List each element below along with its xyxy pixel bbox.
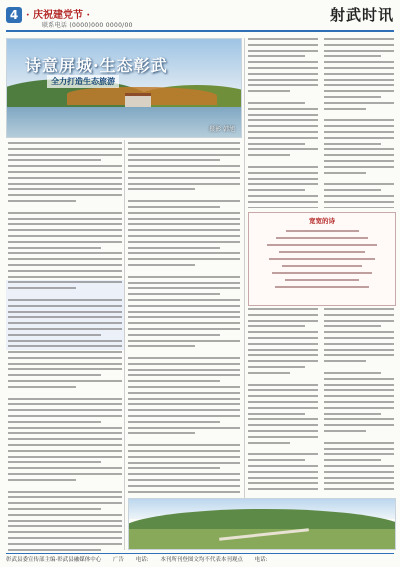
article-column-5: [248, 308, 318, 494]
text-line: [128, 334, 220, 336]
text-line: [248, 424, 318, 426]
text-line: [324, 154, 394, 156]
text-line: [128, 473, 240, 475]
photo-credit: 摄影 韩旭: [209, 126, 235, 133]
text-line: [248, 143, 305, 145]
text-line: [128, 218, 240, 220]
text-line: [248, 125, 318, 127]
text-line: [324, 448, 394, 450]
text-line: [8, 479, 76, 481]
text-line: [8, 264, 122, 266]
text-line: [8, 537, 122, 539]
text-line: [248, 166, 318, 168]
text-line: [8, 159, 101, 161]
text-line: [128, 247, 220, 249]
text-line: [248, 79, 318, 81]
text-line: [8, 247, 101, 249]
text-line: [324, 102, 394, 104]
text-line: [128, 409, 240, 411]
text-line: [248, 131, 318, 133]
text-line: [128, 363, 240, 365]
text-line: [248, 195, 318, 197]
text-line: [324, 407, 394, 409]
text-line: [248, 84, 318, 86]
text-line: [128, 171, 240, 173]
text-line: [324, 201, 394, 203]
column-divider: [124, 140, 125, 550]
text-line: [248, 55, 305, 57]
text-line: [324, 195, 394, 197]
text-line: [8, 287, 76, 289]
text-line: [8, 543, 122, 545]
text-line: [248, 320, 318, 322]
text-line: [324, 465, 394, 467]
text-line: [324, 50, 394, 52]
text-line: [128, 427, 240, 429]
text-line: [8, 218, 122, 220]
text-line: [248, 201, 318, 203]
text-line: [8, 363, 122, 365]
text-line: [248, 172, 318, 174]
text-line: [324, 84, 394, 86]
text-line: [128, 467, 220, 469]
text-line: [324, 137, 394, 139]
text-line: [128, 223, 240, 225]
poem-line: [275, 286, 368, 288]
text-line: [248, 189, 305, 191]
text-line: [248, 325, 305, 327]
poem-line: [267, 244, 378, 246]
text-line: [324, 459, 381, 461]
article-column-2: [128, 142, 240, 494]
text-line: [324, 337, 394, 339]
text-line: [128, 148, 240, 150]
text-line: [248, 308, 318, 310]
text-line: [128, 386, 240, 388]
text-line: [128, 415, 240, 417]
text-line: [128, 252, 240, 254]
text-line: [128, 450, 240, 452]
text-line: [128, 159, 220, 161]
text-line: [128, 345, 195, 347]
poem-line: [279, 251, 365, 253]
text-line: [8, 467, 122, 469]
text-line: [8, 252, 122, 254]
text-line: [248, 108, 318, 110]
column-divider: [244, 38, 245, 548]
text-line: [248, 148, 318, 150]
article-column-4: [324, 38, 394, 208]
text-line: [128, 340, 240, 342]
text-line: [248, 366, 305, 368]
text-line: [8, 148, 122, 150]
text-line: [248, 67, 318, 69]
text-line: [8, 444, 122, 446]
text-line: [248, 183, 318, 185]
text-line: [248, 407, 318, 409]
text-line: [324, 189, 381, 191]
feature-title: 诗意屏城·生态彰武: [25, 56, 168, 75]
text-line: [8, 229, 122, 231]
feature-subtitle: 全力打造生态旅游: [47, 75, 119, 88]
text-line: [324, 108, 366, 110]
text-line: [248, 61, 318, 63]
text-line: [324, 477, 394, 479]
text-line: [324, 119, 394, 121]
text-line: [8, 241, 122, 243]
text-line: [248, 354, 318, 356]
page-header: [6, 4, 394, 30]
text-line: [248, 50, 318, 52]
text-line: [248, 360, 318, 362]
text-line: [8, 549, 101, 551]
text-line: [8, 531, 122, 533]
text-line: [128, 357, 240, 359]
text-line: [8, 432, 122, 434]
footer-phone-2: 电话:: [254, 557, 268, 563]
text-line: [324, 143, 381, 145]
text-line: [8, 258, 122, 260]
text-line: [324, 354, 394, 356]
text-line: [324, 442, 394, 444]
text-line: [248, 442, 290, 444]
text-line: [324, 207, 394, 208]
text-line: [8, 276, 122, 278]
section-title: · 庆祝建党节 ·: [26, 10, 90, 21]
poem-line: [282, 265, 362, 267]
text-line: [128, 380, 220, 382]
text-line: [324, 389, 394, 391]
text-line: [248, 471, 318, 473]
text-line: [248, 488, 318, 490]
text-line: [324, 125, 394, 127]
poem-box: [248, 212, 396, 306]
text-line: [324, 349, 394, 351]
text-line: [8, 188, 122, 190]
text-line: [128, 311, 240, 313]
text-line: [128, 293, 220, 295]
text-line: [8, 427, 122, 429]
text-line: [8, 281, 122, 283]
text-line: [8, 171, 122, 173]
text-line: [248, 477, 318, 479]
text-line: [324, 90, 394, 92]
text-line: [324, 314, 394, 316]
text-line: [248, 137, 318, 139]
text-line: [128, 421, 220, 423]
article-column-3: [248, 38, 318, 208]
text-line: [248, 453, 318, 455]
text-line: [248, 372, 290, 374]
text-line: [8, 380, 122, 382]
text-line: [248, 465, 318, 467]
text-line: [248, 102, 305, 104]
text-line: [248, 389, 318, 391]
page-number: 4: [6, 7, 22, 23]
text-line: [8, 177, 122, 179]
text-line: [324, 372, 381, 374]
text-line: [248, 436, 318, 438]
text-line: [324, 430, 366, 432]
text-line: [248, 349, 318, 351]
text-line: [8, 368, 122, 370]
text-line: [8, 415, 122, 417]
text-line: [248, 114, 318, 116]
text-line: [8, 194, 122, 196]
text-line: [324, 131, 394, 133]
feature-photo: [6, 38, 242, 138]
text-line: [324, 378, 394, 380]
text-line: [324, 413, 381, 415]
text-line: [8, 316, 122, 318]
text-line: [8, 223, 122, 225]
text-line: [8, 299, 122, 301]
text-line: [128, 305, 240, 307]
text-line: [8, 398, 122, 400]
text-line: [8, 165, 122, 167]
text-line: [8, 508, 101, 510]
text-line: [324, 325, 381, 327]
text-line: [8, 183, 122, 185]
text-line: [324, 395, 394, 397]
text-line: [8, 328, 122, 330]
text-line: [324, 331, 394, 333]
dateline: 联系电话 (0000)000 0000/00: [42, 22, 133, 29]
article-column-6: [324, 308, 394, 494]
text-line: [8, 403, 122, 405]
text-line: [128, 316, 240, 318]
text-line: [8, 450, 122, 452]
text-line: [8, 386, 76, 388]
text-line: [128, 229, 240, 231]
text-line: [128, 491, 240, 493]
footer-rule: [6, 553, 394, 554]
text-line: [128, 276, 240, 278]
text-line: [128, 299, 240, 301]
text-line: [128, 264, 195, 266]
text-line: [128, 322, 240, 324]
text-line: [128, 485, 240, 487]
article-column-1: [8, 142, 122, 552]
text-line: [8, 270, 122, 272]
text-line: [8, 340, 122, 342]
text-line: [128, 432, 195, 434]
text-line: [128, 369, 240, 371]
text-line: [8, 520, 122, 522]
text-line: [8, 200, 76, 202]
text-line: [248, 314, 318, 316]
text-line: [248, 44, 318, 46]
text-line: [128, 398, 240, 400]
text-line: [8, 212, 122, 214]
text-line: [324, 79, 394, 81]
poem-line: [285, 279, 359, 281]
text-line: [248, 430, 318, 432]
footer-disclaimer: 本刊所刊登图文均不代表本刊观点: [160, 557, 243, 563]
text-line: [248, 459, 305, 461]
footer-ad: 广告: [113, 557, 125, 563]
text-line: [8, 322, 122, 324]
text-line: [8, 154, 122, 156]
text-line: [248, 154, 290, 156]
landscape-photo: [128, 498, 396, 550]
text-line: [324, 67, 394, 69]
text-line: [324, 38, 394, 40]
footer-phone: 电话:: [135, 557, 149, 563]
text-line: [248, 38, 318, 40]
text-line: [248, 73, 318, 75]
text-line: [324, 320, 394, 322]
text-line: [128, 212, 240, 214]
poem-title: 宽宽的诗: [309, 217, 335, 225]
text-line: [8, 345, 122, 347]
text-line: [8, 334, 101, 336]
text-line: [248, 337, 318, 339]
poem-line: [269, 258, 374, 260]
text-line: [8, 357, 122, 359]
poem-line: [276, 237, 368, 239]
text-line: [128, 235, 240, 237]
text-line: [128, 392, 240, 394]
text-line: [324, 418, 394, 420]
text-line: [128, 258, 240, 260]
text-line: [248, 331, 318, 333]
text-line: [324, 482, 394, 484]
text-line: [8, 496, 122, 498]
text-line: [248, 207, 318, 208]
text-line: [324, 166, 394, 168]
text-line: [8, 409, 122, 411]
text-line: [248, 482, 318, 484]
text-line: [248, 90, 290, 92]
text-line: [324, 308, 394, 310]
text-line: [8, 502, 122, 504]
text-line: [128, 241, 240, 243]
text-line: [128, 206, 220, 208]
text-line: [248, 413, 305, 415]
text-line: [8, 374, 101, 376]
text-line: [324, 148, 394, 150]
text-line: [248, 418, 318, 420]
text-line: [128, 183, 240, 185]
text-line: [324, 183, 394, 185]
text-line: [128, 282, 240, 284]
text-line: [8, 456, 122, 458]
text-line: [8, 514, 122, 516]
text-line: [324, 384, 394, 386]
text-line: [248, 401, 318, 403]
text-line: [248, 384, 318, 386]
text-line: [324, 401, 394, 403]
text-line: [128, 177, 240, 179]
text-line: [324, 453, 394, 455]
text-line: [324, 55, 381, 57]
text-line: [324, 424, 394, 426]
text-line: [8, 438, 122, 440]
text-line: [324, 61, 394, 63]
poem-line: [286, 230, 359, 232]
masthead-brand: 射武时讯: [329, 6, 394, 24]
text-line: [8, 473, 122, 475]
text-line: [128, 287, 240, 289]
text-line: [324, 360, 366, 362]
text-line: [324, 73, 394, 75]
text-line: [8, 235, 122, 237]
text-line: [8, 461, 101, 463]
text-line: [8, 305, 122, 307]
text-line: [8, 421, 101, 423]
text-line: [324, 172, 366, 174]
text-line: [324, 343, 394, 345]
text-line: [128, 165, 240, 167]
text-line: [128, 403, 240, 405]
text-line: [8, 311, 122, 313]
page-footer: [6, 555, 394, 565]
text-line: [324, 44, 394, 46]
text-line: [128, 142, 240, 144]
text-line: [324, 96, 381, 98]
text-line: [248, 395, 318, 397]
text-line: [128, 456, 240, 458]
text-line: [248, 343, 318, 345]
header-rule: [6, 30, 394, 32]
text-line: [128, 328, 240, 330]
text-line: [128, 374, 240, 376]
text-line: [324, 160, 394, 162]
text-line: [128, 154, 240, 156]
text-line: [128, 479, 240, 481]
text-line: [8, 525, 122, 527]
text-line: [248, 178, 318, 180]
text-line: [324, 488, 394, 490]
text-line: [128, 188, 195, 190]
text-line: [8, 491, 122, 493]
footer-publisher: 彰武县委宣传部主编·彰武县融媒体中心: [6, 557, 102, 563]
text-line: [128, 200, 240, 202]
poem-line: [272, 272, 371, 274]
text-line: [248, 119, 318, 121]
text-line: [8, 142, 122, 144]
text-line: [128, 444, 240, 446]
text-line: [324, 471, 394, 473]
text-line: [8, 351, 122, 353]
text-line: [128, 462, 240, 464]
